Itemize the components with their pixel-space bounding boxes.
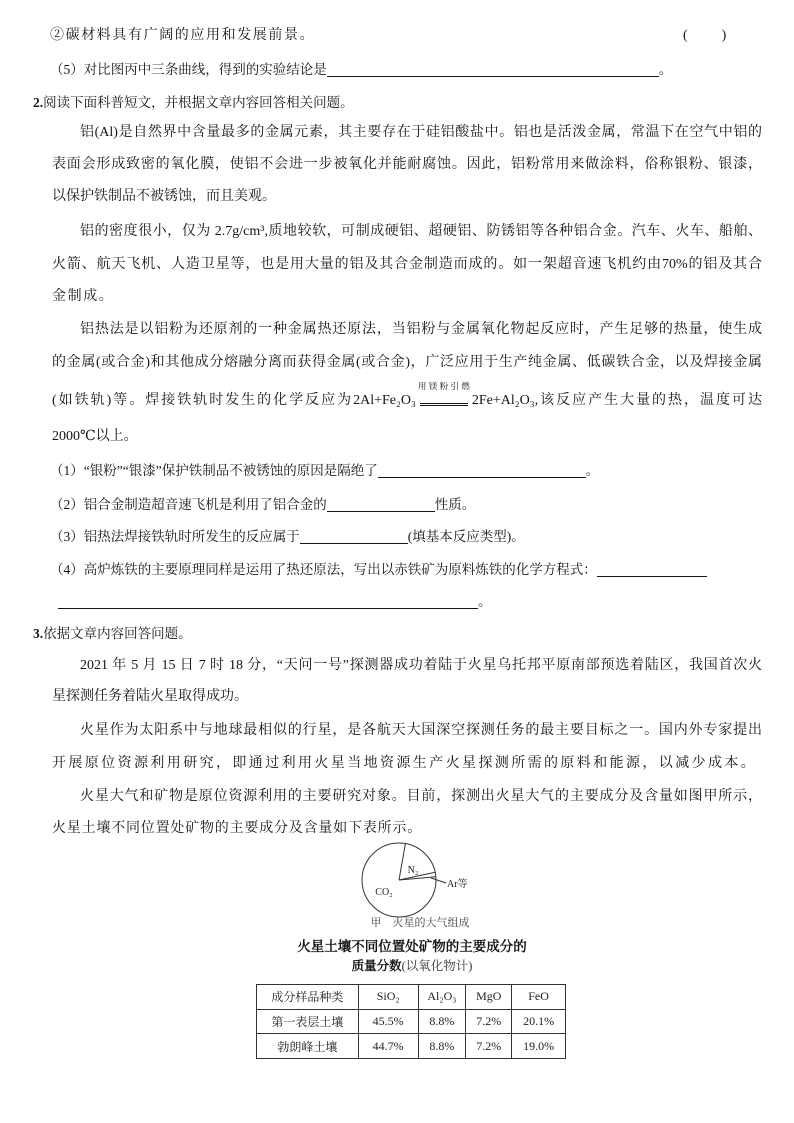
table-cell: 45.5% — [358, 1009, 418, 1034]
paragraph-line: 以保护铁制品不被锈蚀，而且美观。 — [52, 189, 276, 204]
table-cell: 8.8% — [418, 1009, 466, 1034]
item-carbon-materials: ②碳材料具有广阔的应用和发展前景。 — [50, 28, 316, 43]
table-row — [257, 1009, 566, 1034]
answer-blank — [327, 63, 659, 77]
paragraph-line: 火箭、航天飞机、人造卫星等，也是用大量的铝及其合金制造而成的。如一架超音速飞机约由70%的铝及其合 — [52, 257, 762, 272]
reaction-condition-text: 用镁粉引燃 — [417, 382, 470, 392]
table-header-cell: SiO₂ — [358, 985, 418, 1010]
question-3-end: (填基本反应类型)。 — [407, 529, 525, 544]
question-3 — [50, 527, 525, 547]
section-3-number: 3. — [33, 626, 44, 641]
question-2-text: （2）铝合金制造超音速飞机是利用了铝合金的 — [50, 497, 327, 512]
paragraph-line: 火星土壤不同位置处矿物的主要成分及含量如下表所示。 — [52, 821, 422, 836]
paragraph-line: 2021 年 5 月 15 日 7 时 18 分，“天问一号”探测器成功着陆于火星乌托邦平原南部预选着陆区，我国首次火 — [80, 658, 762, 673]
paragraph-line: 火星大气和矿物是原位资源利用的主要研究对象。目前，探测出火星大气的主要成分及含量如图甲所示， — [80, 789, 762, 804]
reaction-products: 2Fe+Al₂O₃,该反应产生大量的热，温度可达 — [471, 393, 762, 408]
paragraph-line: 2000℃以上。 — [52, 429, 138, 444]
question-2-end: 性质。 — [434, 497, 476, 512]
mars-atmosphere-pie-chart — [355, 838, 475, 922]
section-3-heading — [33, 624, 192, 644]
table-cell: 7.2% — [466, 1009, 512, 1034]
answer-blank — [300, 530, 408, 544]
section-3-title: 依据文章内容回答问题。 — [43, 626, 192, 641]
reaction-condition — [417, 382, 470, 404]
question-1-text: （1）“银粉”“银漆”保护铁制品不被锈蚀的原因是隔绝了 — [50, 463, 378, 478]
question-1-end: 。 — [585, 463, 600, 478]
reaction-reactants: (如铁轨)等。焊接铁轨时发生的化学反应为2Al+Fe₂O₃ — [52, 393, 416, 408]
reaction-equals-sign — [420, 403, 468, 406]
ar-pointer-line — [431, 878, 446, 883]
table-title: 火星土壤不同位置处矿物的主要成分的 — [297, 939, 527, 954]
pie-label-n2: N₂ — [407, 865, 419, 876]
reaction-line — [52, 382, 762, 412]
question-1 — [50, 461, 599, 481]
paragraph-line: 火星作为太阳系中与地球最相似的行星，是各航天大国深空探测任务的最主要目标之一。国内外专家提出 — [80, 723, 762, 738]
figure-caption: 甲 火星的大气组成 — [370, 917, 470, 929]
question-3-text: （3）铝热法焊接铁轨时所发生的反应属于 — [50, 529, 300, 544]
pie-label-ar: Ar等 — [447, 879, 468, 890]
question-5 — [50, 60, 672, 80]
table-subtitle-main: 质量分数 — [351, 959, 402, 973]
table-cell: 第一表层土壤 — [257, 1009, 359, 1034]
section-2-title: 阅读下面科普短文，并根据文章内容回答相关问题。 — [43, 95, 354, 110]
mineral-composition-table — [256, 984, 566, 1059]
paragraph-line: 金制成。 — [52, 289, 115, 304]
table-header-cell: Al₂O₃ — [418, 985, 466, 1010]
table-subtitle — [262, 957, 562, 975]
paragraph-line: 铝(Al)是自然界中含量最多的金属元素，其主要存在于硅铝酸盐中。铝也是活泼金属，常温下在空气中铝的 — [80, 125, 762, 140]
paragraph-line: 星探测任务着陆火星取得成功。 — [52, 689, 248, 704]
table-cell: 44.7% — [358, 1034, 418, 1059]
section-2-number: 2. — [33, 95, 44, 110]
table-header-cell: 成分样品种类 — [257, 985, 359, 1010]
table-header-cell: FeO — [512, 985, 566, 1010]
question-4-end: 。 — [478, 594, 492, 609]
table-cell: 勃朗峰土壤 — [257, 1034, 359, 1059]
paragraph-line: 铝热法是以铝粉为还原剂的一种金属热还原法，当铝粉与金属氧化物起反应时，产生足够的热量，使生成 — [80, 322, 762, 337]
table-cell: 8.8% — [418, 1034, 466, 1059]
answer-bracket: ( ) — [683, 28, 729, 43]
table-header-row — [257, 985, 566, 1010]
question-4-text: （4）高炉炼铁的主要原理同样是运用了热还原法，写出以赤铁矿为原料炼铁的化学方程式： — [50, 562, 597, 577]
question-2 — [50, 495, 475, 515]
pie-slice-border — [399, 844, 405, 880]
question-5-text: （5）对比图丙中三条曲线，得到的实验结论是 — [50, 62, 327, 77]
table-cell: 20.1% — [512, 1009, 566, 1034]
answer-blank — [378, 464, 586, 478]
section-2-heading — [33, 93, 354, 113]
pie-label-co2: CO₂ — [375, 887, 393, 898]
paragraph-line: 的金属(或合金)和其他成分熔融分离而获得金属(或合金)，广泛应用于生产纯金属、低碳铁合金，以及焊接金属 — [52, 355, 762, 370]
paragraph-line: 铝的密度很小，仅为 2.7g/cm³,质地较软，可制成硬铝、超硬铝、防锈铝等各种铝合金。汽车、火车、船舶、 — [80, 224, 762, 239]
table-header-cell: MgO — [466, 985, 512, 1010]
paragraph-line: 开展原位资源利用研究，即通过利用火星当地资源生产火星探测所需的原料和能源，以减少成本。 — [52, 756, 758, 771]
paragraph-line: 表面会形成致密的氧化膜，使铝不会进一步被氧化并能耐腐蚀。因此，铝粉常用来做涂料，俗称银粉、银漆， — [52, 157, 762, 172]
table-row — [257, 1034, 566, 1059]
question-5-end: 。 — [658, 62, 673, 77]
answer-blank — [597, 563, 707, 577]
answer-blank — [327, 498, 435, 512]
answer-blank — [58, 595, 478, 609]
table-cell: 19.0% — [512, 1034, 566, 1059]
question-4 — [50, 560, 707, 580]
table-subtitle-note: (以氧化物计) — [401, 959, 473, 973]
table-cell: 7.2% — [466, 1034, 512, 1059]
question-4-continuation — [58, 592, 492, 612]
